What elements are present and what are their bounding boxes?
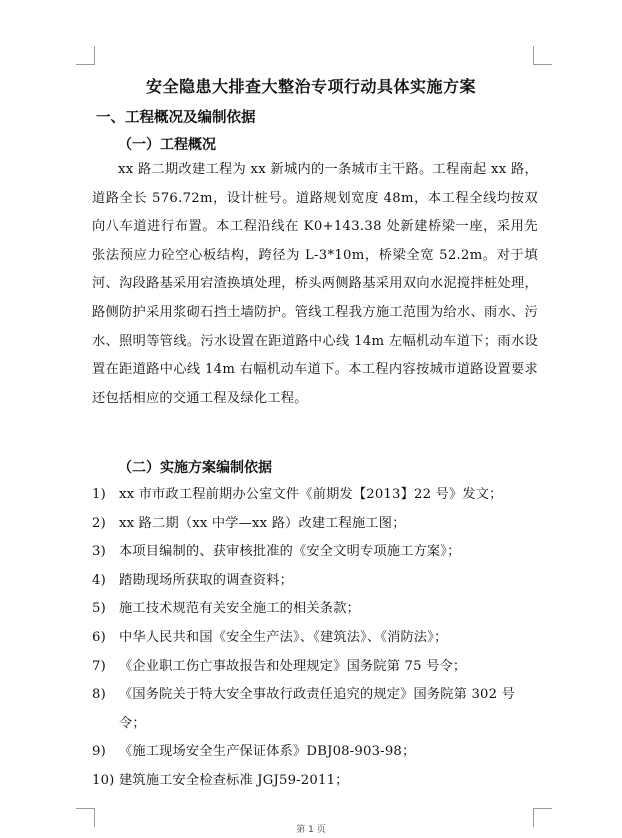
subsection-heading-basis: （二）实施方案编制依据 (118, 460, 272, 476)
list-text: 建筑施工安全检查标准 JGJ59-2011； (119, 772, 349, 788)
list-item (92, 567, 538, 596)
list-item (92, 738, 538, 767)
list-text: 施工技术规范有关安全施工的相关条款； (119, 601, 360, 617)
list-number: 2) (92, 515, 106, 531)
list-text: 踏勘现场所获取的调查资料； (119, 572, 294, 588)
list-item (92, 510, 538, 539)
list-item (92, 767, 538, 796)
list-item (92, 653, 538, 682)
list-text: 《国务院关于特大安全事故行政责任追究的规定》国务院第 302 号令； (119, 687, 516, 731)
list-number: 5) (92, 601, 106, 617)
document-title: 安全隐患大排查大整治专项行动具体实施方案 (145, 77, 476, 96)
list-item (92, 538, 538, 567)
list-text: 《施工现场安全生产保证体系》DBJ08-903-98； (119, 744, 416, 760)
list-text: 《企业职工伤亡事故报告和处理规定》国务院第 75 号令； (119, 658, 467, 674)
list-number: 9) (92, 744, 106, 760)
list-item (92, 481, 538, 510)
margin-corner-top-right (533, 46, 552, 65)
list-text: xx 市市政工程前期办公室文件《前期发【2013】22 号》发文； (119, 487, 503, 502)
list-number: 4) (92, 572, 106, 588)
list-item (92, 681, 538, 738)
list-item (92, 624, 538, 653)
page-number-footer: 第 1 页 (296, 825, 326, 835)
list-text: xx 路二期（xx 中学—xx 路）改建工程施工图； (119, 515, 406, 531)
list-number: 7) (92, 658, 106, 674)
list-number: 3) (92, 544, 106, 560)
subsection-heading-overview: （一）工程概况 (118, 137, 216, 153)
list-number: 1) (92, 487, 106, 502)
list-item (92, 595, 538, 624)
list-number: 6) (92, 629, 106, 645)
section-heading-1: 一、工程概况及编制依据 (96, 110, 256, 126)
overview-paragraph: xx 路二期改建工程为 xx 新城内的一条城市主干路。工程南起 xx 路，道路全长 576.72m，设计桩号。道路规划宽度 48m，本工程全线均按双向八车道进行布置。本工程沿线在 K0+143.38 处新建桥梁一座，采用先张法预应力砼空心板结构，跨径为 L-3*10m，桥梁全宽 52.2m。对于填河、沟段路基采用宕渣换填处理，桥头两侧路基采用双向水泥搅拌桩处理，路侧防护采用浆砌石挡土墙防护。管线工程我方施工范围为给水、雨水、污水、照明等管线。污水设置在距道路中心线 14m 左幅机动车道下；雨水设置在距道路中心线 14m 右幅机动车道下。本工程内容按城市道路设置要求还包括相应的交通工程及绿化工程。 (92, 162, 538, 406)
margin-corner-top-left (76, 46, 95, 65)
list-text: 本项目编制的、获审核批准的《安全文明专项施工方案》； (119, 544, 461, 560)
list-number: 8) (92, 687, 106, 703)
list-text: 中华人民共和国《安全生产法》、《建筑法》、《消防法》； (119, 629, 448, 645)
reference-list (92, 481, 538, 796)
list-number: 10) (92, 772, 115, 788)
